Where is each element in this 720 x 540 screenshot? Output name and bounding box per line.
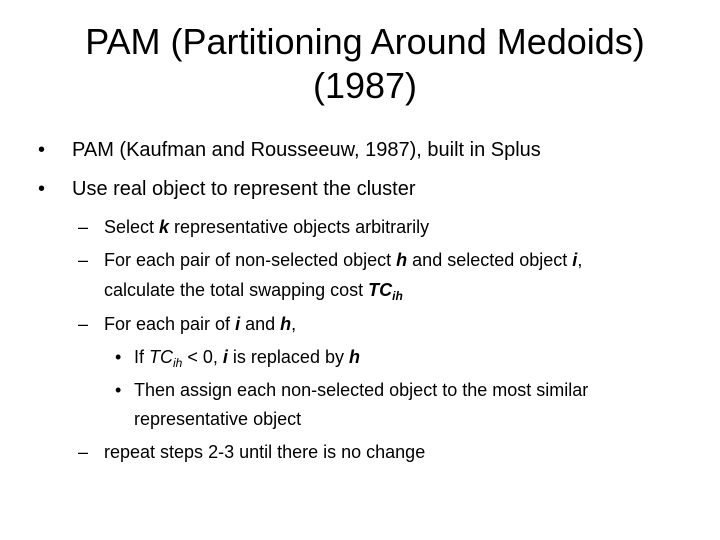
var-k: k <box>159 217 170 237</box>
subitem-select-k <box>104 216 429 238</box>
subitem-repeat-steps: repeat steps 2-3 until there is no change <box>104 442 426 462</box>
text: < 0, <box>182 347 223 367</box>
var-h: h <box>396 250 408 270</box>
dash-marker: – <box>78 217 89 237</box>
subitem-each-pair-line1 <box>104 249 582 271</box>
subitem-each-pair-i-h <box>104 313 296 335</box>
text: Select <box>104 217 160 237</box>
subsubitem-then-assign-line2: representative object <box>134 409 302 429</box>
text: , <box>577 250 583 270</box>
title-line-1: PAM (Partitioning Around Medoids) <box>85 21 645 62</box>
bullet-marker: • <box>38 178 46 200</box>
subitem-each-pair-line2 <box>104 279 403 301</box>
text: and <box>240 314 281 334</box>
text: and selected object <box>407 250 573 270</box>
bullet-marker: • <box>38 139 46 161</box>
var-tc: TC <box>149 347 174 367</box>
dash-marker: – <box>78 314 89 334</box>
text: For each pair of <box>104 314 236 334</box>
bullet-pam-kaufman: PAM (Kaufman and Rousseeuw, 1987), built in Splus <box>72 139 541 161</box>
title-line-2: (1987) <box>312 65 418 106</box>
var-h: h <box>348 347 360 367</box>
var-i: i <box>235 314 241 334</box>
var-i: i <box>222 347 228 367</box>
text: is replaced by <box>227 347 349 367</box>
text: For each pair of non-selected object <box>104 250 397 270</box>
text: representative objects arbitrarily <box>169 217 430 237</box>
bullet-marker: • <box>115 380 122 400</box>
dash-marker: – <box>78 442 89 462</box>
text: , <box>291 314 297 334</box>
bullet-marker: • <box>115 347 122 367</box>
bullet-real-object: Use real object to represent the cluster <box>72 178 416 200</box>
text: If <box>134 347 150 367</box>
var-tc: TC <box>368 280 393 300</box>
subsubitem-then-assign-line1: Then assign each non-selected object to the most similar <box>134 380 589 400</box>
subscript-ih: ih <box>392 289 403 303</box>
subsubitem-if-tc <box>134 346 360 368</box>
var-i: i <box>572 250 578 270</box>
subscript-ih: ih <box>173 356 183 370</box>
var-h: h <box>280 314 292 334</box>
text: calculate the total swapping cost <box>104 280 369 300</box>
dash-marker: – <box>78 250 89 270</box>
